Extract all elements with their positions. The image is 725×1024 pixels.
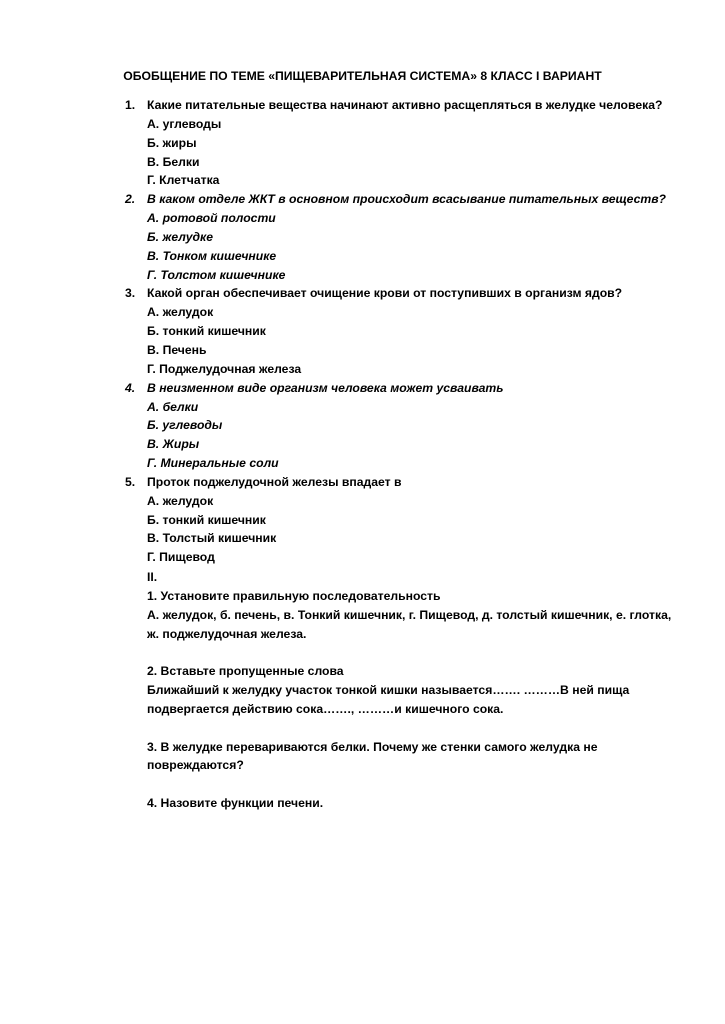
answer-option: В. Белки [147, 154, 200, 169]
question-number: 3. [125, 286, 136, 301]
question-text: В неизменном виде организм человека может усваивать [147, 380, 504, 395]
task-2-line: Ближайший к желудку участок тонкой кишки называется……. ………В ней пища [147, 683, 630, 698]
question-list [0, 96, 725, 567]
answer-option: Г. Пищевод [147, 550, 215, 565]
answer-option: Б. жиры [147, 135, 197, 150]
spacer [147, 719, 673, 738]
question-number: 5. [125, 474, 136, 489]
page-title: ОБОБЩЕНИЕ ПО ТЕМЕ «ПИЩЕВАРИТЕЛЬНАЯ СИСТЕМА» 8 КЛАСС I ВАРИАНТ [123, 69, 602, 83]
answer-option: А. ротовой полости [147, 211, 276, 226]
task-3-line: 3. В желудке перевариваются белки. Почему же стенки самого желудка не [147, 739, 598, 754]
answer-option: А. белки [147, 399, 199, 414]
answer-option: Б. желудке [147, 229, 213, 244]
question-5 [0, 473, 725, 567]
answer-option: А. углеводы [147, 116, 222, 131]
spacer [147, 775, 673, 794]
task-2-title: 2. Вставьте пропущенные слова [147, 664, 344, 679]
question-1 [0, 96, 725, 190]
question-number: 2. [125, 192, 136, 207]
answer-option: Г. Поджелудочная железа [147, 361, 302, 376]
answer-option: Г. Клетчатка [147, 173, 220, 188]
answer-option: Б. тонкий кишечник [147, 324, 266, 339]
question-number: 4. [125, 380, 136, 395]
question-2 [0, 190, 725, 284]
question-number: 1. [125, 98, 136, 112]
question-text: Какой орган обеспечивает очищение крови от поступивших в организм ядов? [147, 286, 623, 301]
part-two-section [147, 568, 673, 813]
task-1-line: А. желудок, б. печень, в. Тонкий кишечник, г. Пищевод, д. толстый кишечник, е. глотка, [147, 607, 672, 622]
question-3 [0, 284, 725, 378]
spacer [147, 643, 673, 662]
task-4-text: 4. Назовите функции печени. [147, 796, 324, 811]
question-text: Какие питательные вещества начинают активно расщепляться в желудке человека? [147, 98, 663, 112]
answer-option: А. желудок [147, 305, 214, 320]
task-1-title: 1. Установите правильную последовательность [147, 588, 441, 603]
answer-option: Г. Толстом кишечнике [147, 267, 286, 282]
task-2-line: подвергается действию сока……., ………и кишечного сока. [147, 701, 504, 716]
question-text: Проток поджелудочной железы впадает в [147, 474, 402, 489]
question-4 [0, 379, 725, 473]
answer-option: Г. Минеральные соли [147, 456, 279, 471]
answer-option: Б. тонкий кишечник [147, 512, 266, 527]
task-3-line: повреждаются? [147, 758, 244, 773]
part-two-heading: II. [147, 570, 158, 584]
question-text: В каком отделе ЖКТ в основном происходит всасывание питательных веществ? [147, 192, 666, 207]
answer-option: А. желудок [147, 493, 214, 508]
task-1-line: ж. поджелудочная железа. [147, 626, 307, 641]
answer-option: В. Жиры [147, 437, 200, 452]
answer-option: В. Тонком кишечнике [147, 248, 277, 263]
answer-option: В. Печень [147, 342, 207, 357]
answer-option: Б. углеводы [147, 418, 223, 433]
answer-option: В. Толстый кишечник [147, 531, 277, 546]
